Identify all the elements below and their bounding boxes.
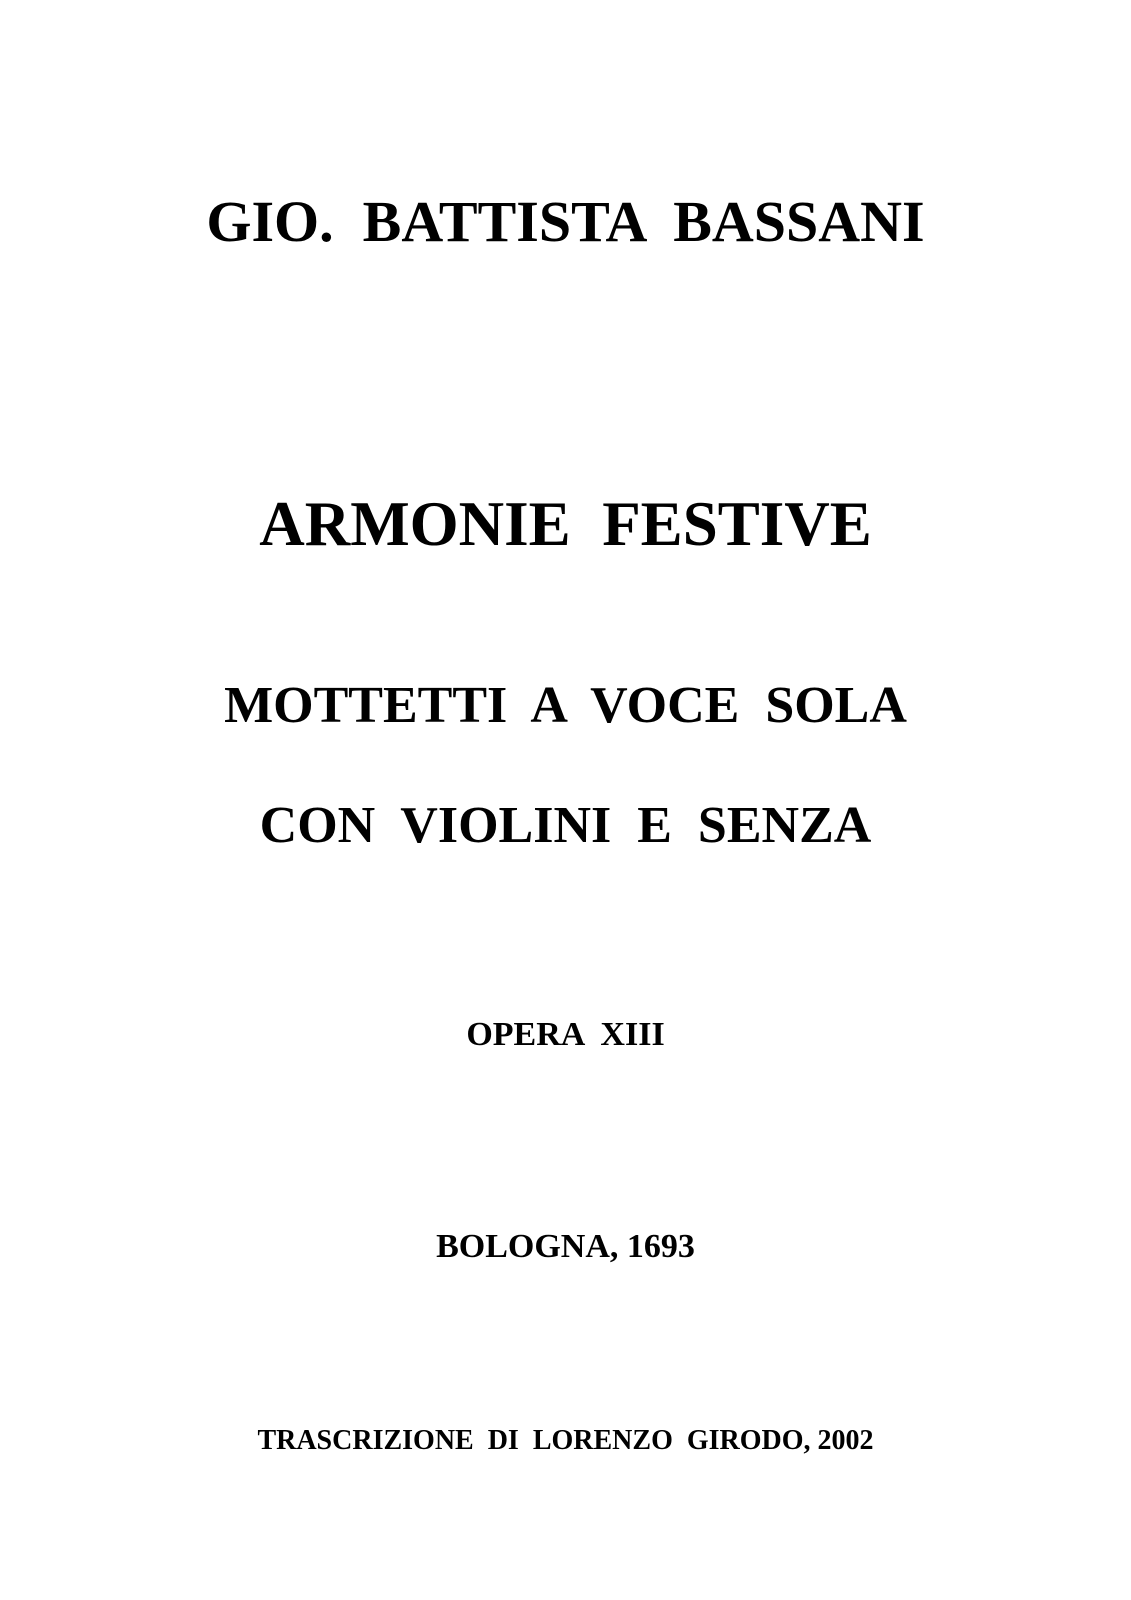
work-subtitle-line-2: CON VIOLINI E SENZA — [259, 797, 872, 854]
composer-name: GIO. BATTISTA BASSANI — [206, 189, 925, 254]
work-title: ARMONIE FESTIVE — [259, 489, 872, 559]
opus-number: OPERA XIII — [466, 1016, 665, 1053]
transcription-credit: TRASCRIZIONE DI LORENZO GIRODO, 2002 — [257, 1425, 874, 1456]
publication-place-year: BOLOGNA, 1693 — [436, 1228, 695, 1265]
work-subtitle-line-1: MOTTETTI A VOCE SOLA — [224, 677, 907, 734]
